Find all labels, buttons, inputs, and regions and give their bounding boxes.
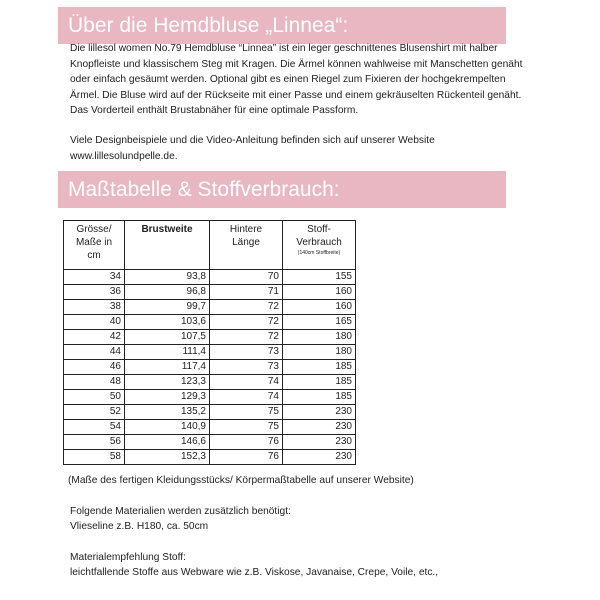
cell-bust: 93,8	[125, 270, 210, 285]
cell-fabric: 185	[283, 360, 356, 375]
cell-bust: 129,3	[125, 390, 210, 405]
table-row	[64, 270, 356, 285]
recommendation-title: Materialempfehlung Stoff:	[70, 552, 186, 563]
header-length-line: Länge	[232, 237, 260, 248]
cell-fabric: 230	[283, 435, 356, 450]
table-row	[64, 375, 356, 390]
cell-length: 72	[210, 315, 283, 330]
cell-fabric: 160	[283, 300, 356, 315]
table-body	[64, 270, 356, 465]
cell-bust: 96,8	[125, 285, 210, 300]
cell-length: 73	[210, 345, 283, 360]
cell-length: 72	[210, 300, 283, 315]
cell-bust: 99,7	[125, 300, 210, 315]
intro-line: Die lillesol women No.79 Hemdbluse “Linnea” ist ein leger geschnittenes Blusenshirt mit halber	[70, 43, 498, 54]
table-row	[64, 300, 356, 315]
cell-size: 44	[64, 345, 125, 360]
cell-bust: 135,2	[125, 405, 210, 420]
cell-size: 38	[64, 300, 125, 315]
cell-fabric: 230	[283, 450, 356, 465]
cell-length: 71	[210, 285, 283, 300]
section-title-about: Über die Hemdbluse „Linnea“:	[58, 7, 506, 44]
cell-length: 75	[210, 405, 283, 420]
cell-fabric: 230	[283, 420, 356, 435]
cell-size: 56	[64, 435, 125, 450]
header-length	[210, 221, 283, 270]
website-line: Viele Designbeispiele und die Video-Anleitung befinden sich auf unserer Website	[70, 135, 435, 146]
cell-size: 36	[64, 285, 125, 300]
header-length-line: Hintere	[229, 224, 263, 235]
header-fabric-note: (140cm Stoffbreite)	[297, 250, 341, 256]
materials-value: Vlieseline z.B. H180, ca. 50cm	[70, 521, 209, 532]
table-row	[64, 360, 356, 375]
table-row	[64, 330, 356, 345]
table-row	[64, 435, 356, 450]
cell-bust: 117,4	[125, 360, 210, 375]
cell-bust: 103,6	[125, 315, 210, 330]
cell-length: 72	[210, 330, 283, 345]
cell-bust: 146,6	[125, 435, 210, 450]
website-link[interactable]: www.lillesolundpelle.de.	[70, 150, 178, 162]
cell-size: 40	[64, 315, 125, 330]
table-row	[64, 405, 356, 420]
intro-line: Knopfleiste und klassischem Steg mit Kragen. Die Ärmel können wahlweise mit Manschetten genäht	[70, 58, 523, 70]
table-row	[64, 285, 356, 300]
cell-size: 50	[64, 390, 125, 405]
table-row	[64, 315, 356, 330]
cell-fabric: 160	[283, 285, 356, 300]
cell-size: 52	[64, 405, 125, 420]
cell-length: 76	[210, 450, 283, 465]
cell-size: 34	[64, 270, 125, 285]
intro-paragraph	[70, 41, 530, 119]
size-table	[63, 220, 356, 465]
cell-bust: 111,4	[125, 345, 210, 360]
header-size	[64, 221, 125, 270]
intro-line: Das Vorderteil enthält Brustabnäher für eine optimale Passform.	[70, 105, 359, 116]
cell-fabric: 155	[283, 270, 356, 285]
section-title-size-table: Maßtabelle & Stoffverbrauch:	[58, 171, 506, 208]
materials-title: Folgende Materialien werden zusätzlich benötigt:	[70, 506, 291, 517]
table-note: (Maße des fertigen Kleidungsstücks/ Körpermaßtabelle auf unserer Website)	[68, 475, 414, 486]
table-row	[64, 420, 356, 435]
header-fabric	[283, 221, 356, 270]
cell-size: 58	[64, 450, 125, 465]
cell-fabric: 180	[283, 330, 356, 345]
header-size-line: cm	[87, 250, 101, 261]
cell-length: 75	[210, 420, 283, 435]
header-bust: Brustweite	[125, 221, 210, 270]
intro-line: Ärmel. Die Bluse wird auf der Rückseite mit einer Passe und einem gekräuselten Rückenteil genäht.	[70, 89, 522, 101]
cell-fabric: 185	[283, 390, 356, 405]
table-row	[64, 345, 356, 360]
cell-size: 42	[64, 330, 125, 345]
cell-size: 54	[64, 420, 125, 435]
cell-size: 46	[64, 360, 125, 375]
table-header-row	[64, 221, 356, 270]
intro-line: oder einfach gesäumt werden. Optional gibt es einen Riegel zum Fixieren der hochgekrempelten	[70, 74, 506, 85]
cell-bust: 123,3	[125, 375, 210, 390]
header-size-line: Maße in	[75, 237, 113, 248]
header-fabric-line: Verbrauch	[296, 237, 342, 248]
cell-length: 70	[210, 270, 283, 285]
cell-fabric: 165	[283, 315, 356, 330]
cell-bust: 140,9	[125, 420, 210, 435]
header-size-line: Grösse/	[76, 224, 112, 235]
cell-length: 74	[210, 375, 283, 390]
website-paragraph	[70, 133, 530, 164]
recommendation-value: leichtfallende Stoffe aus Webware wie z.B. Viskose, Javanaise, Crepe, Voile, etc.,	[70, 567, 439, 578]
cell-bust: 152,3	[125, 450, 210, 465]
cell-bust: 107,5	[125, 330, 210, 345]
cell-length: 76	[210, 435, 283, 450]
cell-fabric: 185	[283, 375, 356, 390]
cell-size: 48	[64, 375, 125, 390]
cell-length: 73	[210, 360, 283, 375]
table-row	[64, 450, 356, 465]
cell-fabric: 180	[283, 345, 356, 360]
cell-fabric: 230	[283, 405, 356, 420]
cell-length: 74	[210, 390, 283, 405]
table-row	[64, 390, 356, 405]
header-fabric-line: Stoff-	[307, 224, 331, 235]
